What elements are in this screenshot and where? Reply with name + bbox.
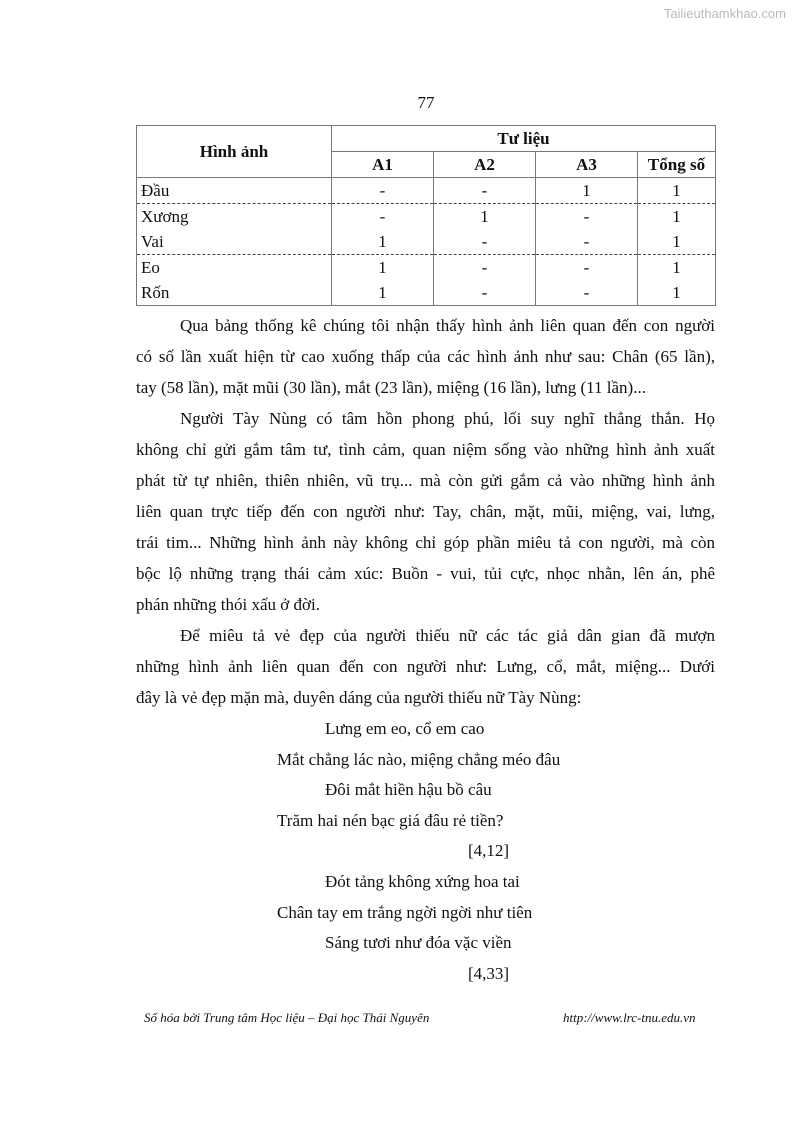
poem-line: Đôi mắt hiền hậu bồ câu [325,780,492,800]
cell: - [434,255,536,281]
cell: - [434,280,536,306]
paragraph-line: phát từ tự nhiên, thiên nhiên, vũ trụ... mà còn gửi gắm cả vào những hình ảnh [136,471,715,490]
cell: - [536,255,638,281]
cell: 1 [536,178,638,204]
citation: [4,33] [468,963,510,983]
cell: 1 [638,204,716,230]
poem-line: Đót tảng không xứng hoa tai [325,872,520,891]
cell: 1 [332,229,434,255]
paragraph-line: Để miêu tả vẻ đẹp của người thiếu nữ các tác giả dân gian đã mượn [180,626,715,645]
paragraph-line: liên quan trực tiếp đến con người như: Tay, chân, mặt, mũi, miệng, vai, lưng, [136,502,715,521]
header-a3: A3 [536,152,638,178]
paragraph-line: tay (58 lần), mặt mũi (30 lần), mắt (23 lần), miệng (16 lần), lưng (11 lần)... [136,378,646,397]
paragraph-line: Người Tày Nùng có tâm hồn phong phú, lối suy nghĩ thẳng thắn. Họ [180,409,715,428]
cell: - [434,229,536,255]
cell: - [536,204,638,230]
row-label: Eo [137,255,332,281]
paragraph-line: phán những thói xấu ở đời. [136,595,320,614]
cell: - [536,280,638,306]
header-a1: A1 [332,152,434,178]
cell: 1 [638,280,716,306]
cell: 1 [332,280,434,306]
cell: - [434,178,536,204]
watermark: Tailieuthamkhao.com [663,6,786,21]
cell: - [332,204,434,230]
paragraph-line: có số lần xuất hiện từ cao xuống thấp của các hình ảnh như sau: Chân (65 lần), [136,347,715,366]
footer-url[interactable]: http://www.lrc-tnu.edu.vn [563,1010,696,1025]
table-row [137,255,716,281]
header-a2: A2 [434,152,536,178]
poem-line: Chân tay em trắng ngời ngời như tiên [277,902,533,922]
poem-line: Mắt chẳng lác nào, miệng chẳng méo đâu [277,749,561,769]
cell: - [536,229,638,255]
row-label: Xương [137,204,332,230]
row-label: Rốn [137,280,332,306]
page-number: 77 [417,93,435,112]
paragraph-line: đây là vẻ đẹp mặn mà, duyên dáng của người thiếu nữ Tày Nùng: [136,688,582,707]
footer-left: Số hóa bởi Trung tâm Học liệu – Đại học Thái Nguyên [144,1010,430,1025]
paragraph-line: những hình ảnh liên quan đến con người như: Lưng, cổ, mắt, miệng... Dưới [136,657,715,676]
poem-line: Lưng em eo, cổ em cao [325,719,485,738]
header-image: Hình ảnh [137,126,332,178]
header-total: Tổng số [638,152,716,178]
citation: [4,12] [468,841,510,861]
poem-line: Trăm hai nén bạc giá đâu rẻ tiền? [277,810,504,830]
row-label: Vai [137,229,332,255]
image-frequency-table [136,125,716,306]
table-row [137,178,716,204]
cell: 1 [332,255,434,281]
header-group: Tư liệu [332,126,716,152]
cell: 1 [638,255,716,281]
cell: 1 [638,229,716,255]
paragraph-line: Qua bảng thống kê chúng tôi nhận thấy hình ảnh liên quan đến con người [180,316,715,335]
table-row [137,229,716,255]
paragraph-line: bộc lộ những trạng thái cảm xúc: Buồn - vui, tủi cực, nhọc nhằn, lên án, phê [136,564,715,583]
paragraph-line: không chỉ gửi gắm tâm tư, tình cảm, quan niệm sống vào những hình ảnh xuất [136,440,715,459]
table-row [137,280,716,306]
paragraph-line: trái tim... Những hình ảnh này không chỉ góp phần miêu tả con người, mà còn [136,533,715,552]
row-label: Đầu [137,178,332,204]
cell: - [332,178,434,204]
cell: 1 [638,178,716,204]
cell: 1 [434,204,536,230]
poem-line: Sáng tươi như đóa vặc viền [325,933,512,953]
table-row [137,204,716,230]
